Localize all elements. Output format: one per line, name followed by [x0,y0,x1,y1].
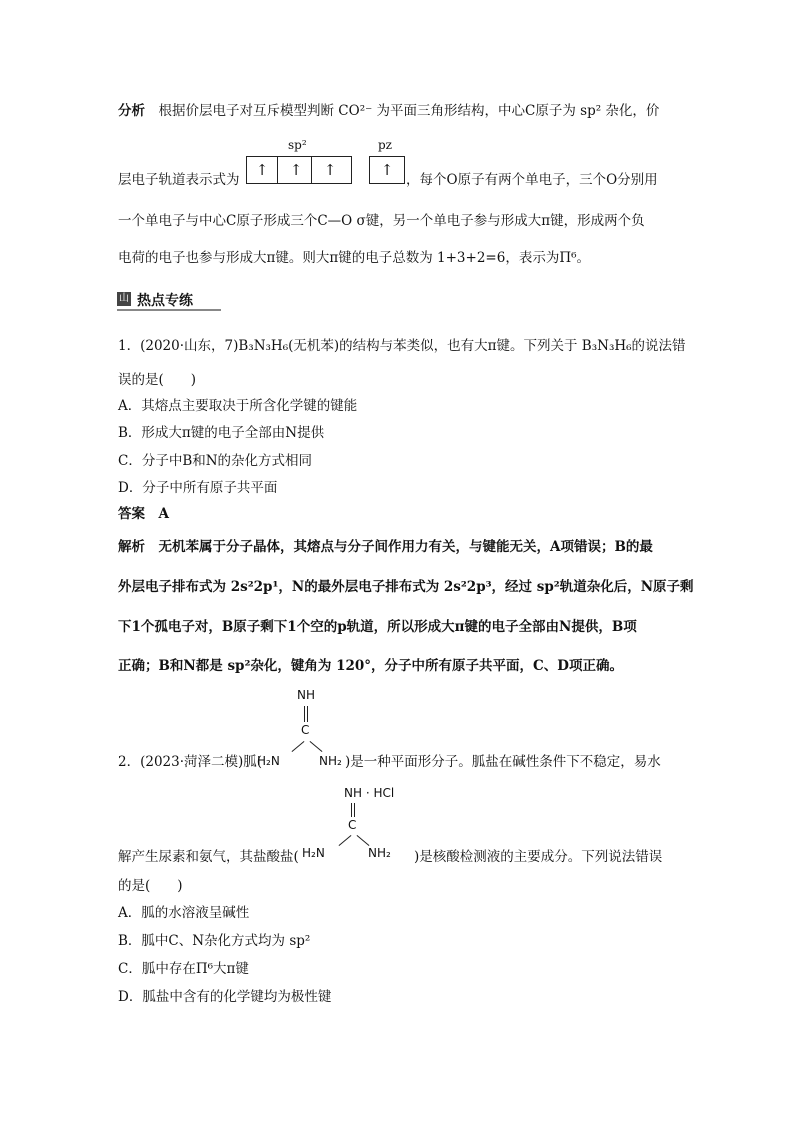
q1-explanation-4: 正确；B和N都是 sp²杂化，键角为 120°，分子中所有原子共平面，C、D项正确。 [118,658,623,674]
salt-left-bond [339,835,352,846]
sp2-cell-2: ↑ [281,157,312,183]
analysis-line-2-prefix: 层电子轨道表示式为 [118,172,240,188]
guanidine-double-bond-b [307,706,308,722]
q2-option-a: A．胍的水溶液呈碱性 [118,905,250,921]
salt-double-bond-a [351,803,352,817]
section-header [117,289,221,311]
salt-right: NH₂ [368,846,391,860]
pz-cell: ↑ [380,161,394,179]
q2-option-b: B．胍中C、N杂化方式均为 sp² [118,933,311,949]
q1-stem-1: 1．(2020·山东，7)B₃N₃H₆(无机苯)的结构与苯类似，也有大π键。下列关于 B₃N₃H₆的说法错 [118,338,686,354]
sp2-orbital-box [246,156,352,184]
sp2-cell-3: ↑ [323,161,337,179]
q2-option-c: C．胍中存在Π⁶大π键 [118,961,249,977]
sp2-cell-1: ↑ [247,157,278,183]
q1-explanation-1: 解析 无机苯属于分子晶体，其熔点与分子间作用力有关，与键能无关，A项错误；B的最 [118,539,653,555]
guanidine-center: C [301,723,310,737]
salt-double-bond-b [354,803,355,817]
analysis-line-2-suffix: ，每个O原子有两个单电子，三个O分别用 [406,172,658,188]
q2-line-2-suffix: )是核酸检测液的主要成分。下列说法错误 [414,849,663,865]
q2-line-2-prefix: 解产生尿素和氨气，其盐酸盐( [118,849,299,865]
salt-right-bond [357,835,370,846]
guanidine-top: NH [297,688,315,702]
salt-center: C [348,818,357,832]
analysis-line-4: 电荷的电子也参与形成大π键。则大π键的电子总数为 1+3+2=6，表示为Π⁶。 [118,250,591,266]
salt-left: H₂N [302,846,325,860]
guanidine-right: NH₂ [319,754,342,768]
section-underline [117,309,221,311]
guanidine-left: H₂N [257,754,280,768]
q1-option-a: A．其熔点主要取决于所含化学键的键能 [118,398,358,414]
q2-option-d: D．胍盐中含有的化学键均为极性键 [118,989,332,1005]
q2-stem-prefix: 2．(2023·菏泽二模)胍( [118,754,263,770]
salt-top: NH · HCl [344,786,395,800]
analysis-text-1: 根据价层电子对互斥模型判断 CO²⁻ 为平面三角形结构，中心C原子为 sp² 杂化，价 [158,103,660,119]
q1-option-c: C．分子中B和N的杂化方式相同 [118,453,313,469]
q1-explanation-2: 外层电子排布式为 2s²2p¹，N的最外层电子排布式为 2s²2p³，经过 sp²轨道杂化后，N原子剩 [118,579,694,595]
analysis-label: 分析 [118,103,145,119]
q1-option-d: D．分子中所有原子共平面 [118,480,278,496]
guanidine-structure [257,688,357,773]
analysis-line-1 [118,102,659,120]
q1-option-b: B．形成大π键的电子全部由N提供 [118,425,325,441]
q2-stem-suffix: )是一种平面形分子。胍盐在碱性条件下不稳定，易水 [345,754,661,770]
guanidine-salt-structure [302,786,412,864]
section-icon: 山 [119,293,129,304]
section-title: 热点专练 [137,293,193,309]
guanidine-left-bond [292,741,305,752]
q2-line-3: 的是( ) [118,878,183,894]
q1-answer: 答案 A [118,506,169,522]
pz-label: pz [378,138,393,152]
q1-explanation-3: 下1个孤电子对，B原子剩下1个空的p轨道，所以形成大π键的电子全部由N提供，B项 [118,619,637,635]
pz-orbital-box [369,156,405,184]
analysis-line-3: 一个单电子与中心C原子形成三个C—O σ键，另一个单电子参与形成大π键，形成两个负 [118,213,645,229]
q1-stem-2: 误的是( ) [118,372,197,388]
guanidine-double-bond-a [304,706,305,722]
sp2-label: sp² [288,138,307,152]
guanidine-right-bond [310,741,323,752]
